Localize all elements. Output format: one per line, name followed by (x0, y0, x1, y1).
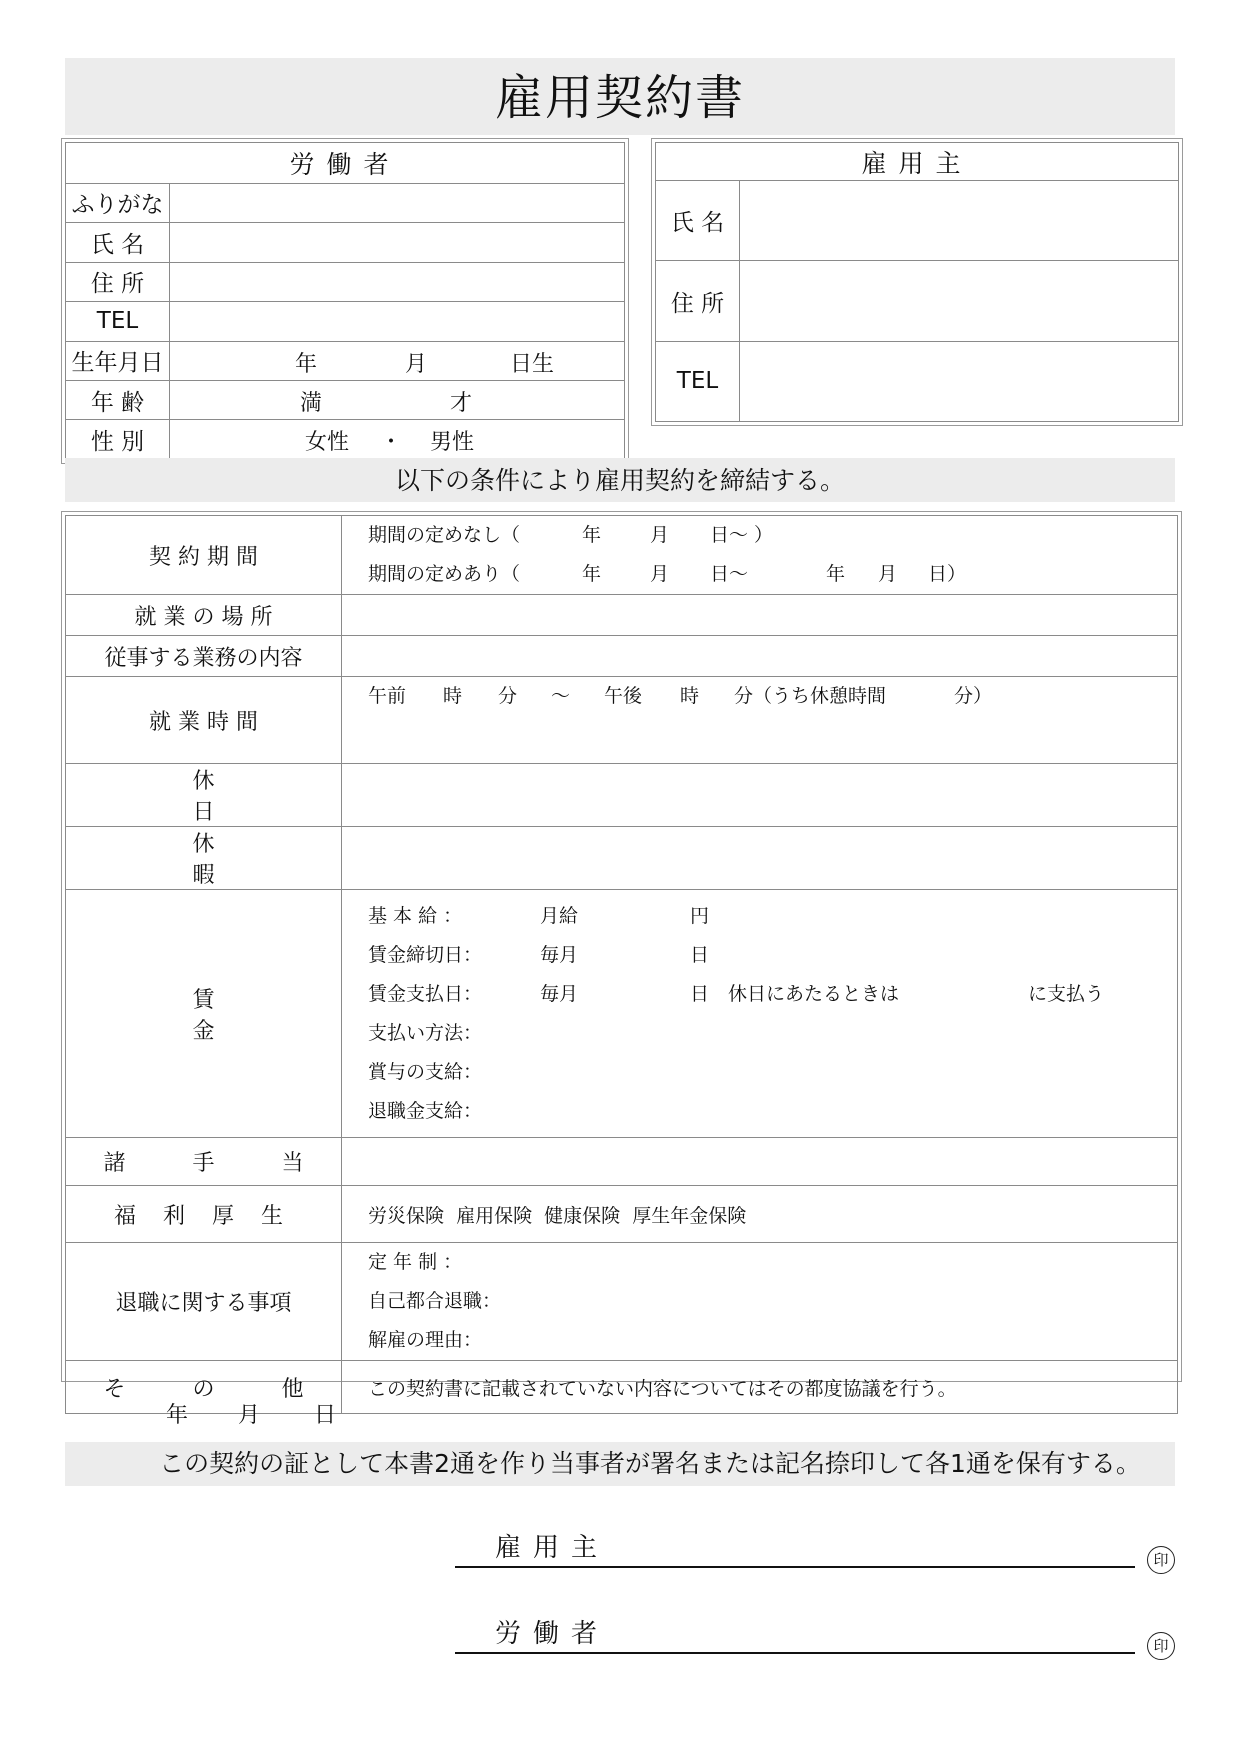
worker-tel-field[interactable] (170, 302, 625, 341)
hours-am: 午前 (368, 685, 407, 707)
worker-header: 労働者 (66, 143, 625, 184)
hours-tilde: ～ (551, 685, 571, 707)
period-fixed-year2: 年 (826, 563, 846, 585)
wage-payday-every: 毎月 (540, 982, 579, 1005)
gender-male-option[interactable]: 男性 (430, 430, 475, 456)
worker-furigana-field[interactable] (170, 183, 625, 222)
wage-cutoff-every: 毎月 (540, 943, 579, 966)
contract-date-month: 月 (238, 1403, 261, 1428)
birth-day-unit: 日生 (510, 351, 555, 377)
hours-h2: 時 (680, 685, 700, 707)
worker-gender-label: 性 別 (66, 420, 170, 460)
workplace-label: 就 業 の 場 所 (66, 595, 342, 636)
employer-name-field[interactable] (740, 181, 1179, 261)
birth-year-unit: 年 (295, 351, 318, 377)
employer-seal-icon: 印 (1147, 1546, 1175, 1574)
wage-bonus-line: 賞与の支給： (368, 1060, 483, 1083)
wage-base-yen: 円 (690, 904, 710, 927)
employer-tel-label: TEL (656, 341, 740, 421)
worker-address-field[interactable] (170, 262, 625, 301)
employer-header: 雇用主 (656, 143, 1179, 181)
period-fixed-month: 月 (650, 563, 670, 585)
employer-signature-label: 雇用主 (495, 1533, 610, 1563)
period-fixed-line (368, 555, 1177, 594)
worker-furigana-label: ふりがな (66, 183, 170, 222)
hours-field[interactable] (342, 677, 1178, 764)
retirement-field[interactable] (342, 1243, 1178, 1361)
holidays-label: 休 日 (66, 764, 342, 827)
worker-birthdate-field[interactable] (170, 341, 625, 380)
period-none-year: 年 (582, 524, 602, 546)
employer-address-field[interactable] (740, 261, 1179, 341)
employer-tel-field[interactable] (740, 341, 1179, 421)
allowances-field[interactable] (342, 1138, 1178, 1186)
wage-cutoff-label: 賃金締切日： (368, 943, 483, 966)
vacation-field[interactable] (342, 827, 1178, 890)
contract-subtitle: 以下の条件により雇用契約を締結する。 (394, 466, 845, 495)
period-none-label: 期間の定めなし（ (368, 524, 521, 546)
wage-payday-label: 賃金支払日： (368, 982, 483, 1005)
retire-voluntary-line: 自己都合退職： (368, 1290, 502, 1312)
worker-age-label: 年 齢 (66, 381, 170, 420)
worker-tel-label: TEL (66, 302, 170, 341)
wage-retire-pay-line: 退職金支給： (368, 1099, 483, 1122)
period-field[interactable] (342, 516, 1178, 595)
period-none-day: 日～ ） (710, 524, 774, 546)
gender-separator: ・ (380, 430, 403, 456)
hours-m2: 分） (954, 685, 993, 707)
age-full-prefix: 満 (300, 391, 323, 416)
period-none-line (368, 516, 1177, 555)
employer-signature-line[interactable] (455, 1518, 1169, 1569)
retire-age-line: 定 年 制 ： (368, 1251, 463, 1273)
contract-date-year: 年 (166, 1403, 189, 1428)
other-value: この契約書に記載されていない内容についてはその都度協議を行う。 (342, 1361, 1178, 1414)
hours-m1: 分 (498, 685, 518, 707)
wages-label: 賃 金 (66, 890, 342, 1138)
contract-note: この契約の証として本書2通を作り当事者が署名または記名捺印して各1通を保有する。 (159, 1449, 1141, 1478)
contract-date-day: 日 (314, 1403, 337, 1428)
wage-payday-line (368, 975, 1177, 1014)
wage-method-line: 支払い方法： (368, 1021, 483, 1044)
period-fixed-label: 期間の定めあり（ (368, 563, 521, 585)
vacation-label: 休 暇 (66, 827, 342, 890)
welfare-label: 福 利 厚 生 (66, 1186, 342, 1243)
period-fixed-month2: 月 (878, 563, 898, 585)
period-none-month: 月 (650, 524, 670, 546)
wage-payday-pay: に支払う (1028, 982, 1105, 1005)
age-unit: 才 (450, 391, 473, 416)
worker-address-label: 住 所 (66, 262, 170, 301)
hours-pm: 午後 (604, 685, 643, 707)
employer-name-label: 氏 名 (656, 181, 740, 261)
worker-gender-field (170, 420, 625, 460)
duties-label: 従事する業務の内容 (66, 636, 342, 677)
worker-name-label: 氏 名 (66, 223, 170, 262)
period-fixed-from: 日～ (710, 563, 749, 585)
birth-month-unit: 月 (405, 351, 428, 377)
employer-section (651, 138, 1183, 426)
hours-label: 就 業 時 間 (66, 677, 342, 764)
welfare-value: 労災保険 雇用保険 健康保険 厚生年金保険 (342, 1186, 1178, 1243)
retirement-label: 退職に関する事項 (66, 1243, 342, 1361)
worker-signature-label: 労働者 (495, 1619, 610, 1649)
wages-field[interactable] (342, 890, 1178, 1138)
worker-seal-icon: 印 (1147, 1632, 1175, 1660)
period-fixed-day2: 日） (928, 563, 967, 585)
hours-break: 分（うち休憩時間 (734, 685, 887, 707)
allowances-label: 諸 手 当 (66, 1138, 342, 1186)
worker-signature-line[interactable] (455, 1604, 1169, 1655)
worker-name-field[interactable] (170, 223, 625, 262)
document-title: 雇用契約書 (494, 70, 745, 126)
wage-base-line (368, 897, 1177, 936)
other-label: そ の 他 (66, 1361, 342, 1414)
employer-address-label: 住 所 (656, 261, 740, 341)
worker-age-field[interactable] (170, 381, 625, 420)
hours-line (368, 677, 1177, 716)
wage-cutoff-line (368, 936, 1177, 975)
gender-female-option[interactable]: 女性 (305, 430, 350, 456)
terms-table (61, 511, 1182, 1402)
period-fixed-year: 年 (582, 563, 602, 585)
hours-h1: 時 (443, 685, 463, 707)
wage-cutoff-day: 日 (690, 943, 710, 966)
retire-dismissal-line: 解雇の理由： (368, 1329, 483, 1351)
holidays-field[interactable] (342, 764, 1178, 827)
wage-base-monthly: 月給 (540, 904, 579, 927)
wage-payday-holiday: 休日にあたるときは (728, 982, 900, 1005)
worker-section (61, 138, 629, 464)
workplace-field[interactable] (342, 595, 1178, 636)
worker-birthdate-label: 生年月日 (66, 341, 170, 380)
wage-payday-day: 日 (690, 982, 710, 1005)
wage-base-label: 基 本 給 ： (368, 904, 463, 927)
duties-field[interactable] (342, 636, 1178, 677)
period-label: 契 約 期 間 (66, 516, 342, 595)
